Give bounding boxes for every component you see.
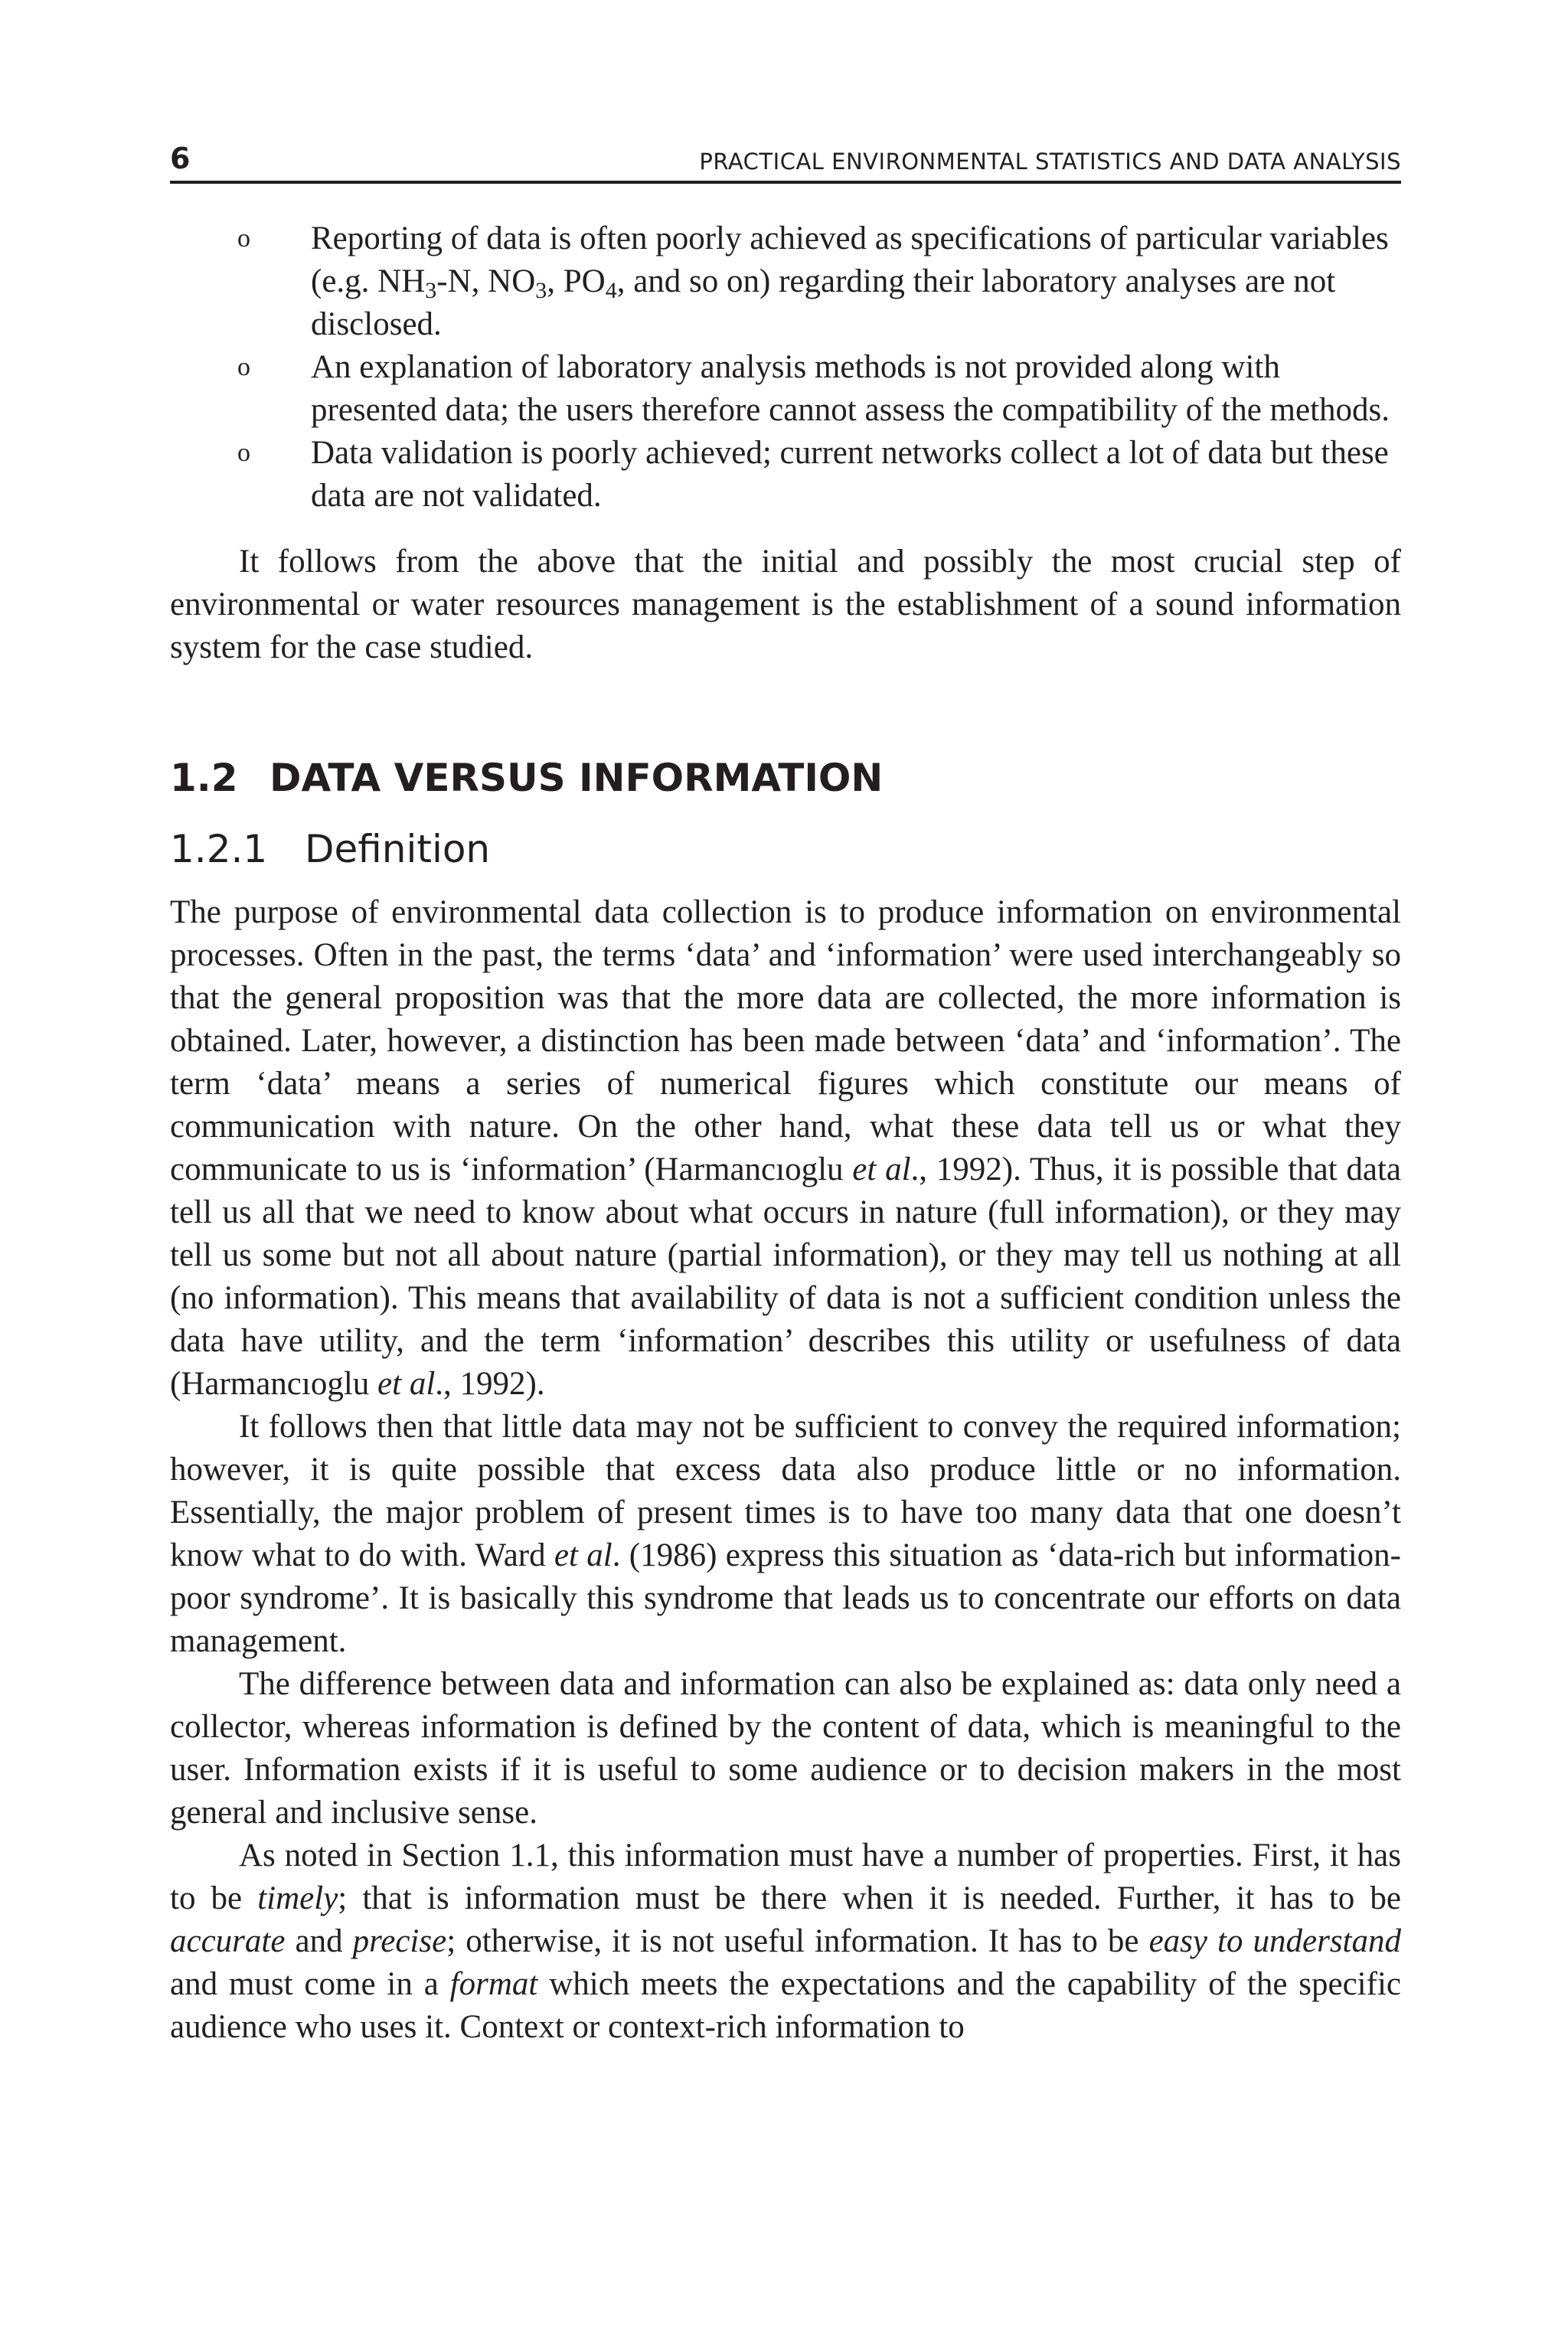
body-paragraph [170, 1834, 1401, 2049]
intro-paragraph: It follows from the above that the initial and possibly the most crucial step of environmental or water resources management is the establishment of a sound information system for the case studied. [170, 544, 1401, 665]
italic-run: et al [852, 1152, 911, 1187]
body-paragraph [170, 1663, 1401, 1834]
bullet-text: Reporting of data is often poorly achieved as specifications of particular variables (e.g. $NH_3-N$, $NO_3$, $PO_4$, and so on) regarding their laboratory analyses are not disclosed. [311, 220, 1389, 342]
italic-run: format [449, 1966, 538, 2002]
text-run: ., 1992). [435, 1366, 545, 1402]
bullet-text: An explanation of laboratory analysis methods is not provided along with presented data; the users therefore cannot assess the compatibility of the methods. [311, 349, 1390, 428]
text-run: which meets the expectations and the capability of the specific audience who uses it. Context or context-rich information to [170, 1966, 1401, 2045]
bullet-marker: o [237, 224, 250, 253]
italic-run: timely [257, 1880, 338, 1916]
subsection-title: Definition [305, 827, 491, 871]
subsection-number: 1.2.1 [170, 827, 268, 871]
running-head [170, 138, 1401, 184]
text-run: and [285, 1923, 353, 1959]
italic-run: accurate [170, 1923, 286, 1959]
bullet-item [170, 217, 1401, 346]
running-title: PRACTICAL ENVIRONMENTAL STATISTICS AND DATA ANALYSIS [699, 149, 1401, 175]
section-number: 1.2 [170, 756, 238, 800]
bullet-text: Data validation is poorly achieved; current networks collect a lot of data but these data are not validated. [311, 435, 1389, 514]
section-title: DATA VERSUS INFORMATION [270, 756, 884, 800]
text-run: As noted in Section 1.1, this information must have a number of properties. First, it has to be [170, 1838, 1401, 1916]
text-run: The purpose of environmental data collection is to produce information on environmental processes. Often in the past, the terms ‘data’ and ‘information’ were used interchangeably so that the general proposition was that the more data are collected, the more information is obtained. Later, however, a distinction has been made between ‘data’ and ‘information’. The term ‘data’ means a series of numerical figures which constitute our means of communication with nature. On the other hand, what these data tell us or what they communicate to us is ‘information’ (Harmancıoglu [170, 894, 1401, 1187]
text-run: ., 1992). Thus, it is possible that data tell us all that we need to know about what occurs in nature (full information), or they may tell us some but not all about nature (partial information), or they may tell us nothing at all (no information). This means that availability of data is not a sufficient condition unless the data have utility, and the term ‘information’ describes this utility or usefulness of data (Harmancıoglu [170, 1152, 1401, 1402]
text-run: ; otherwise, it is not useful information. It has to be [446, 1923, 1149, 1959]
bullet-item [170, 432, 1401, 518]
page-number: 6 [170, 142, 191, 175]
body-paragraph [170, 891, 1401, 1406]
italic-run: easy to understand [1148, 1923, 1402, 1959]
body-paragraph [170, 1406, 1401, 1663]
italic-run: et al [554, 1537, 612, 1573]
text-run: and must come in a [170, 1966, 450, 2002]
bullet-marker: o [237, 353, 250, 381]
italic-run: precise [352, 1923, 447, 1959]
text-run: The difference between data and information can also be explained as: data only need a collector, whereas information is defined by the content of data, which is meaningful to the user. Information exists if it is useful to some audience or to decision makers in the most general and inclusive sense. [170, 1666, 1401, 1831]
subsection-heading [170, 824, 1401, 874]
text-run: ; that is information must be there when it is needed. Further, it has to be [338, 1880, 1401, 1916]
section-heading [170, 755, 1401, 801]
book-page [170, 138, 1401, 2049]
bullet-item [170, 346, 1401, 432]
bullet-marker: o [237, 439, 250, 467]
text-run: . (1986) express this situation as ‘data-rich but information-poor syndrome’. It is basically this syndrome that leads us to concentrate our efforts on data management. [170, 1537, 1401, 1659]
italic-run: et al [377, 1366, 436, 1402]
bullet-list [170, 217, 1401, 518]
text-run: It follows then that little data may not be sufficient to convey the required information; however, it is quite possible that excess data also produce little or no information. Essentially, the major problem of present times is to have too many data that one doesn’t know what to do with. Ward [170, 1409, 1401, 1573]
subscript: 4 [605, 278, 617, 303]
subscript: 3 [535, 278, 547, 303]
subscript: 3 [425, 278, 437, 303]
